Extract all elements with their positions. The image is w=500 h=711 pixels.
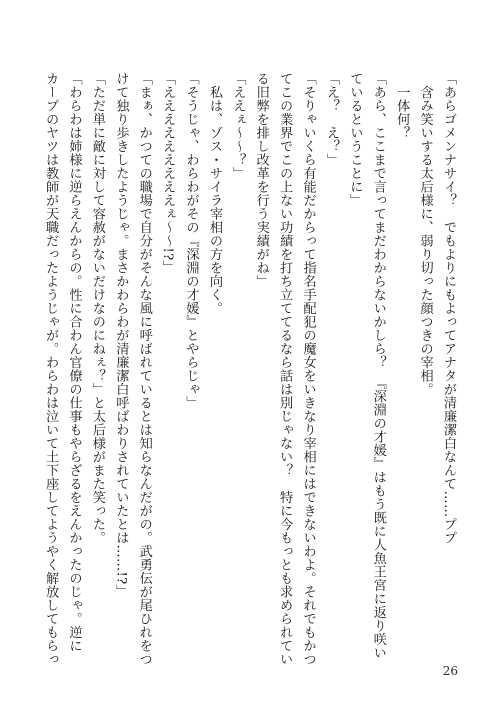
text-line: カープのヤツは教師が天職だったようじゃが。わらわは泣いて土下座してようやく解放してもらっ: [43, 72, 59, 666]
text-line: 「えええええええええぇ～～!?」: [160, 72, 176, 274]
text-line: 「え？ え？」: [323, 72, 339, 167]
page-number: 26: [442, 664, 458, 678]
text-line: 「あらゴメンナサイ？ でもよりにもよってアナタが清廉潔白なんて……ププ: [441, 72, 456, 545]
text-line: 「わらわは姉様に逆らえんからの。性に合わん官僚の仕事もやらざるをえんかったのじゃ。逆に: [66, 72, 82, 653]
text-line: 私は、ゾス・サイラ宰相の方を向く。: [206, 72, 222, 315]
text-line: 「ええぇ～～？」: [230, 72, 246, 180]
text-line: てこの業界でこの上ない功績を打ち立ててるなら話は別じゃない？ 特に今もっとも求められてい: [277, 72, 293, 666]
text-line: 一体何？: [394, 72, 410, 140]
vertical-text-block: [39, 72, 460, 666]
text-line: 「そうじゃ、わらわがその『深淵の才媛』とやらじゃ」: [183, 72, 199, 410]
text-line: 「あら、ここまで言ってまだわからないかしら？ 『深淵の才媛』はもう既に人魚王宮に返り咲い: [370, 72, 386, 660]
text-line: 「ただ単に敵に対して容赦がないだけなのにねぇ？」と太后様がまた笑った。: [89, 72, 105, 545]
text-line: ているということに」: [347, 72, 363, 207]
text-line: 「まぁ、かつての職場で自分がそんな風に呼ばれているとは知らなんだがの。武勇伝が尾ひれをつ: [136, 72, 152, 666]
text-line: 「そりゃいくら有能だからって指名手配犯の魔女をいきなり宰相にはできないわよ。それでもかつ: [300, 72, 316, 666]
text-line: 含み笑いする太后様に、弱り切った顔つきの宰相。: [417, 72, 433, 396]
text-line: る旧弊を排し改革を行う実績がね」: [253, 72, 269, 288]
text-line: けて独り歩きしたようじゃ。まさかわらわが清廉潔白呼ばわりされていたとは……!?」: [113, 72, 129, 598]
